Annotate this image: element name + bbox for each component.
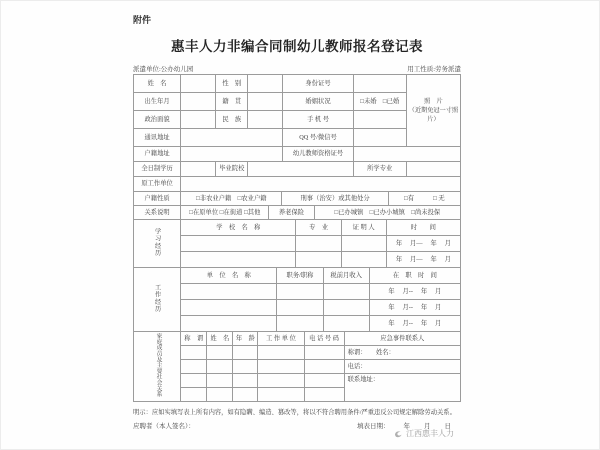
ethnicity-label: 民 族 — [216, 111, 248, 129]
family-name-header: 姓 名 — [207, 332, 233, 346]
politics-label: 政治面貌 — [134, 111, 181, 129]
emergency-phone-field: 电话： — [344, 360, 460, 374]
education-label: 全日制学历 — [134, 162, 181, 177]
date-year-label: 年 — [403, 423, 410, 430]
study-section-label: 学习经历 — [134, 220, 181, 268]
birth-field — [181, 93, 216, 111]
family-name-field — [207, 360, 233, 374]
relation-label: 关系说明 — [134, 206, 181, 220]
employment-type-label: 用工性质:劳务派遣 — [407, 66, 461, 73]
study-school-field — [181, 236, 296, 252]
household-addr-field — [181, 147, 283, 162]
form-subheader — [133, 64, 461, 73]
mobile-field — [353, 111, 406, 129]
table-row — [134, 177, 461, 192]
basic-info-table — [133, 74, 461, 147]
work-income-field — [323, 316, 369, 332]
work-position-header: 职务/职称 — [277, 268, 323, 284]
marital-label: 婚姻状况 — [283, 93, 353, 111]
photo-box — [406, 75, 460, 147]
family-section-label: 家庭成员及主要社会关系 — [134, 332, 181, 402]
table-row — [134, 162, 461, 177]
study-time-header: 时 间 — [386, 220, 460, 236]
teacher-cert-label: 幼儿教师资格证号 — [283, 147, 353, 162]
table-row — [134, 300, 461, 316]
native-place-field — [248, 93, 283, 111]
study-time-field: 年 月— 年 月 — [386, 252, 460, 268]
study-witness-field — [341, 236, 386, 252]
relation-pension-row — [133, 205, 461, 220]
gender-label: 性 别 — [216, 75, 248, 93]
family-relation-field — [181, 388, 207, 402]
study-school-field — [181, 252, 296, 268]
work-unit-field — [181, 284, 277, 300]
work-time-header: 在 职 时 间 — [369, 268, 460, 284]
study-major-field — [296, 236, 341, 252]
family-phone-field — [304, 346, 344, 360]
table-row — [134, 220, 461, 236]
major-label: 所学专业 — [353, 162, 406, 177]
table-row — [134, 316, 461, 332]
family-relation-field — [181, 374, 207, 388]
family-relation-header: 称 谓 — [181, 332, 207, 346]
table-row — [134, 236, 461, 252]
household-type-label: 户籍性质 — [134, 192, 181, 206]
notice-text: 明示：应如实填写表上所有内容，如有隐瞒、编造、篡改等，将以不符合聘用条件/严重违反公司规定解除劳动关系。 — [133, 409, 456, 416]
table-row — [134, 206, 461, 220]
teacher-cert-field — [353, 147, 460, 162]
birth-label: 出生年月 — [134, 93, 181, 111]
name-field — [181, 75, 216, 93]
family-phone-field — [304, 360, 344, 374]
work-income-field — [323, 284, 369, 300]
study-major-field — [296, 252, 341, 268]
household-type-options: □非农业户籍 □农业户籍 — [181, 192, 282, 206]
family-unit-header: 工 作 单 位 — [258, 332, 304, 346]
family-phone-field — [304, 374, 344, 388]
date-day-label: 日 — [444, 423, 451, 430]
household-type-row — [133, 191, 461, 206]
name-label: 姓 名 — [134, 75, 181, 93]
table-row — [134, 284, 461, 300]
dispatch-unit-label: 派遣单位:公办幼儿园 — [133, 66, 194, 73]
signature-label: 应聘者（本人签名）： — [133, 423, 195, 430]
family-age-field — [233, 374, 258, 388]
study-school-header: 学 校 名 称 — [181, 220, 296, 236]
major-field — [406, 162, 460, 177]
id-number-label: 身份证号 — [283, 75, 353, 93]
work-position-field — [277, 300, 323, 316]
pension-label: 养老保险 — [269, 206, 314, 220]
photo-title: 照 片 — [424, 97, 443, 105]
logo-swirl-icon — [393, 429, 403, 439]
work-unit-header: 单 位 名 称 — [181, 268, 277, 284]
work-unit-field — [181, 300, 277, 316]
family-members-table — [133, 331, 461, 402]
gender-field — [248, 75, 283, 93]
address-field — [181, 129, 283, 147]
native-place-label: 籍 贯 — [216, 93, 248, 111]
study-witness-header: 证 明 人 — [341, 220, 386, 236]
family-age-field — [233, 388, 258, 402]
work-position-field — [277, 316, 323, 332]
school-label: 毕业院校 — [216, 162, 248, 177]
emergency-contact-header: 应急事件联系人 — [344, 332, 460, 346]
attachment-label: 附件 — [133, 15, 152, 25]
family-unit-field — [258, 346, 304, 360]
relation-options: □在原单位 □在街道 □其他 — [181, 206, 269, 220]
company-logo — [393, 428, 454, 439]
family-unit-field — [258, 360, 304, 374]
table-row — [134, 268, 461, 284]
penalty-label: 刑事（治安）或其他处分 — [282, 192, 388, 206]
work-unit-field — [181, 316, 277, 332]
study-time-field: 年 月— 年 月 — [386, 236, 460, 252]
table-row — [134, 360, 461, 374]
table-row — [134, 192, 461, 206]
study-witness-field — [341, 252, 386, 268]
emergency-address-field: 联系地址： — [344, 374, 460, 402]
family-unit-field — [258, 374, 304, 388]
education-field — [181, 162, 216, 177]
family-age-header: 年 龄 — [233, 332, 258, 346]
family-name-field — [207, 374, 233, 388]
former-employer-label: 原工作单位 — [134, 177, 181, 192]
family-name-field — [207, 346, 233, 360]
marital-options: □未婚 □已婚 — [353, 93, 406, 111]
work-income-header: 税前月收入 — [323, 268, 369, 284]
school-field — [248, 162, 353, 177]
work-time-field: 年 月-- 年 月 — [369, 284, 460, 300]
logo-text: 江西惠丰人力 — [406, 429, 454, 438]
form-title: 惠丰人力非编合同制幼儿教师报名登记表 — [171, 39, 423, 54]
family-unit-field — [258, 388, 304, 402]
family-phone-field — [304, 388, 344, 402]
family-phone-header: 电 话 号 码 — [304, 332, 344, 346]
politics-field — [181, 111, 216, 129]
pension-options: □已办城镇 □已办小城镇 □尚未投保 — [314, 206, 460, 220]
date-month-label: 月 — [424, 423, 431, 430]
family-age-field — [233, 360, 258, 374]
photo-note: （近期免冠一寸照片） — [408, 106, 459, 124]
household-addr-label: 户籍地址 — [134, 147, 181, 162]
work-history-table — [133, 267, 461, 332]
form-document — [133, 13, 461, 430]
address-label: 通讯地址 — [134, 129, 181, 147]
work-time-field: 年 月-- 年 月 — [369, 316, 460, 332]
study-history-table — [133, 219, 461, 268]
family-relation-field — [181, 360, 207, 374]
ethnicity-field — [248, 111, 283, 129]
work-position-field — [277, 284, 323, 300]
education-info-table — [133, 146, 461, 192]
qq-wechat-field — [353, 129, 406, 147]
qq-wechat-label: QQ 号/微信号 — [283, 129, 353, 147]
id-number-field — [353, 75, 406, 93]
work-income-field — [323, 300, 369, 316]
family-age-field — [233, 346, 258, 360]
table-row — [134, 346, 461, 360]
table-row — [134, 75, 461, 93]
table-row — [134, 147, 461, 162]
mobile-label: 手 机 号 — [283, 111, 353, 129]
date-label: 填表日期： — [357, 423, 390, 430]
work-section-label: 工作经历 — [134, 268, 181, 332]
family-name-field — [207, 388, 233, 402]
work-time-field: 年 月-- 年 月 — [369, 300, 460, 316]
study-major-header: 专 业 — [296, 220, 341, 236]
table-row — [134, 252, 461, 268]
emergency-relation-name-field: 称谓： 姓名： — [344, 346, 460, 360]
former-employer-field — [181, 177, 461, 192]
table-row — [134, 374, 461, 388]
table-row — [134, 332, 461, 346]
penalty-options: □有 □ 无 — [388, 192, 460, 206]
family-relation-field — [181, 346, 207, 360]
